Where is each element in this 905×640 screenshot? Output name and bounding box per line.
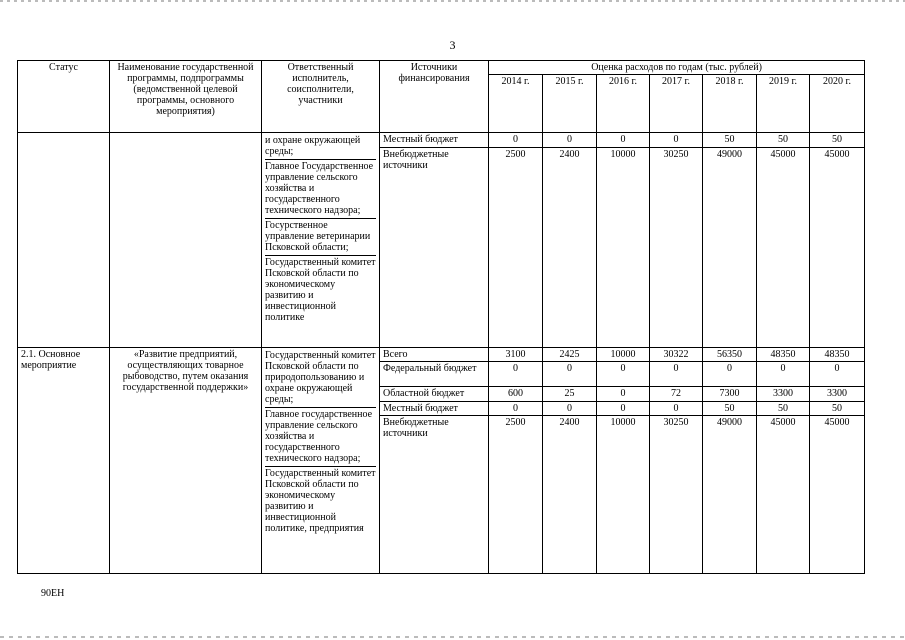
header-year: 2020 г. [810,75,865,133]
scan-edge-top [0,0,905,2]
value-cell: 3300 [810,387,865,402]
value-cell: 30322 [650,348,703,362]
value-cell: 0 [489,362,543,387]
value-cell: 30250 [650,148,703,348]
executor-cell [262,133,380,348]
value-cell: 0 [650,402,703,416]
value-cell: 0 [650,362,703,387]
value-cell: 0 [757,362,810,387]
value-cell: 50 [810,402,865,416]
header-estimate: Оценка расходов по годам (тыс. рублей) [489,61,865,75]
value-cell: 48350 [757,348,810,362]
budget-table [17,60,865,574]
table-row [18,348,865,362]
value-cell: 72 [650,387,703,402]
header-executor: Ответственный исполнитель, соисполнители, участники [262,61,380,133]
source-cell: Всего [380,348,489,362]
source-cell: Областной бюджет [380,387,489,402]
value-cell: 49000 [703,416,757,574]
executor-part: Главное государственное управление сельского хозяйства и государственного технического надзора; [265,407,376,466]
value-cell: 50 [703,402,757,416]
value-cell: 25 [543,387,597,402]
value-cell: 2400 [543,148,597,348]
value-cell: 0 [597,362,650,387]
value-cell: 0 [543,362,597,387]
value-cell: 50 [757,402,810,416]
value-cell: 49000 [703,148,757,348]
executor-part: Государственный комитет Псковской области по экономическому развитию и инвестиционной политике, предприятия [265,468,376,534]
value-cell: 45000 [810,416,865,574]
value-cell: 3300 [757,387,810,402]
source-cell: Местный бюджет [380,133,489,148]
status-cell-empty [18,133,110,348]
value-cell: 50 [810,133,865,148]
value-cell: 2500 [489,148,543,348]
value-cell: 0 [543,133,597,148]
header-year: 2016 г. [597,75,650,133]
header-year: 2014 г. [489,75,543,133]
value-cell: 2500 [489,416,543,574]
value-cell: 56350 [703,348,757,362]
footer-code: 90ЕН [41,588,65,599]
executor-part: и охране окружающей среды; [265,135,361,157]
value-cell: 0 [597,402,650,416]
header-row [18,61,865,75]
value-cell: 10000 [597,348,650,362]
header-year: 2018 г. [703,75,757,133]
value-cell: 0 [810,362,865,387]
source-cell: Внебюджетные источники [380,416,489,574]
executor-part: Государственный комитет Псковской области по природопользованию и охране окружающей среды; [265,350,376,405]
value-cell: 0 [650,133,703,148]
source-cell: Местный бюджет [380,402,489,416]
name-cell-empty [110,133,262,348]
value-cell: 3100 [489,348,543,362]
source-cell: Федеральный бюджет [380,362,489,387]
value-cell: 0 [597,133,650,148]
value-cell: 0 [703,362,757,387]
value-cell: 10000 [597,148,650,348]
header-year: 2015 г. [543,75,597,133]
value-cell: 48350 [810,348,865,362]
value-cell: 45000 [810,148,865,348]
header-year: 2017 г. [650,75,703,133]
header-status: Статус [18,61,110,133]
value-cell: 600 [489,387,543,402]
value-cell: 50 [703,133,757,148]
value-cell: 50 [757,133,810,148]
table-row [18,133,865,148]
header-name: Наименование государственной программы, подпрограммы (ведомственной целевой программы, основного мероприятия) [110,61,262,133]
executor-part: Главное Государственное управление сельского хозяйства и государственного технического надзора; [265,159,376,218]
value-cell: 30250 [650,416,703,574]
header-sources: Источники финансирования [380,61,489,133]
value-cell: 2400 [543,416,597,574]
value-cell: 0 [543,402,597,416]
executor-part: Государственный комитет Псковской области по экономическому развитию и инвестиционной политике [265,257,376,323]
value-cell: 45000 [757,148,810,348]
value-cell: 0 [597,387,650,402]
scan-edge-bottom [0,636,905,638]
value-cell: 10000 [597,416,650,574]
value-cell: 7300 [703,387,757,402]
executor-part: Госурственное управление ветеринарии Псковской области; [265,218,376,255]
header-year: 2019 г. [757,75,810,133]
name-cell: «Развитие предприятий, осуществляющих товарное рыбоводство, путем оказания государственной поддержки» [110,348,262,574]
executor-cell [262,348,380,574]
value-cell: 45000 [757,416,810,574]
page-number: 3 [449,38,456,52]
status-cell: 2.1. Основное мероприятие [18,348,110,574]
value-cell: 0 [489,133,543,148]
value-cell: 0 [489,402,543,416]
source-cell: Внебюджетные источники [380,148,489,348]
value-cell: 2425 [543,348,597,362]
